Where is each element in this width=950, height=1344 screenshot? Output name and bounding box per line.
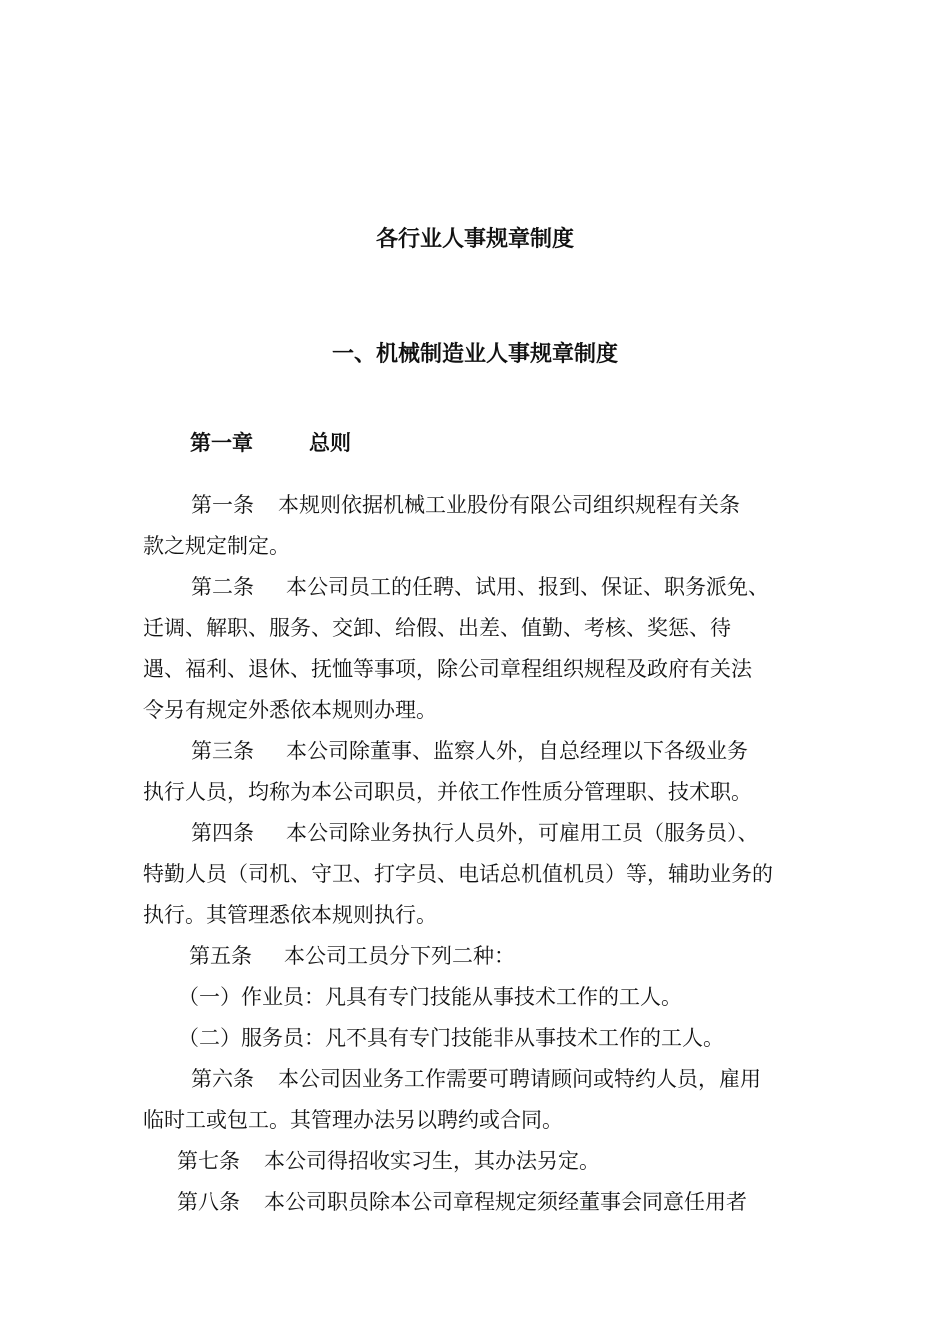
article-label: 第七条 — [177, 1149, 240, 1173]
article-7-line: 第七条 本公司得招收实习生，其办法另定。 — [177, 1149, 600, 1173]
chapter-name: 总则 — [309, 431, 351, 455]
article-2-line: 第二条 本公司员工的任聘、试用、报到、保证、职务派免、 — [191, 575, 769, 599]
chapter-heading — [190, 427, 351, 457]
article-5-line: 第五条 本公司工员分下列二种： — [189, 944, 515, 968]
article-label: 第四条 — [191, 821, 254, 845]
article-6-continuation: 临时工或包工。其管理办法另以聘约或合同。 — [143, 1108, 563, 1132]
article-1-continuation: 款之规定制定。 — [143, 534, 290, 558]
article-8-line: 第八条 本公司职员除本公司章程规定须经董事会同意任用者 — [177, 1190, 747, 1214]
article-2-continuation: 迁调、解职、服务、交卸、给假、出差、值勤、考核、奖惩、待 — [143, 616, 731, 640]
article-6-line: 第六条 本公司因业务工作需要可聘请顾问或特约人员，雇用 — [191, 1067, 761, 1091]
section-title: 一、机械制造业人事规章制度 — [331, 342, 618, 367]
chapter-number: 第一章 — [190, 431, 253, 455]
article-label: 第五条 — [189, 944, 252, 968]
article-label: 第三条 — [191, 739, 254, 763]
article-label: 第二条 — [191, 575, 254, 599]
article-4-line: 第四条 本公司除业务执行人员外，可雇用工员（服务员）、 — [191, 821, 759, 845]
article-4-continuation: 特勤人员（司机、守卫、打字员、电话总机值机员）等，辅助业务的 — [143, 862, 773, 886]
article-5-item-1: （一）作业员：凡具有专门技能从事技术工作的工人。 — [178, 985, 682, 1009]
article-1-line: 第一条 本规则依据机械工业股份有限公司组织规程有关条 — [191, 493, 740, 517]
article-3-continuation: 执行人员，均称为本公司职员，并依工作性质分管理职、技术职。 — [143, 780, 752, 804]
article-label: 第六条 — [191, 1067, 254, 1091]
article-3-line: 第三条 本公司除董事、监察人外，自总经理以下各级业务 — [191, 739, 748, 763]
article-2-continuation: 令另有规定外悉依本规则办理。 — [143, 698, 437, 722]
article-4-continuation: 执行。其管理悉依本规则执行。 — [143, 903, 437, 927]
article-label: 第一条 — [191, 493, 254, 517]
body-text — [143, 485, 811, 1223]
article-label: 第八条 — [177, 1190, 240, 1214]
document-title: 各行业人事规章制度 — [375, 227, 574, 252]
article-5-item-2: （二）服务员：凡不具有专门技能非从事技术工作的工人。 — [178, 1026, 724, 1050]
article-2-continuation: 遇、福利、退休、抚恤等事项，除公司章程组织规程及政府有关法 — [143, 657, 752, 681]
